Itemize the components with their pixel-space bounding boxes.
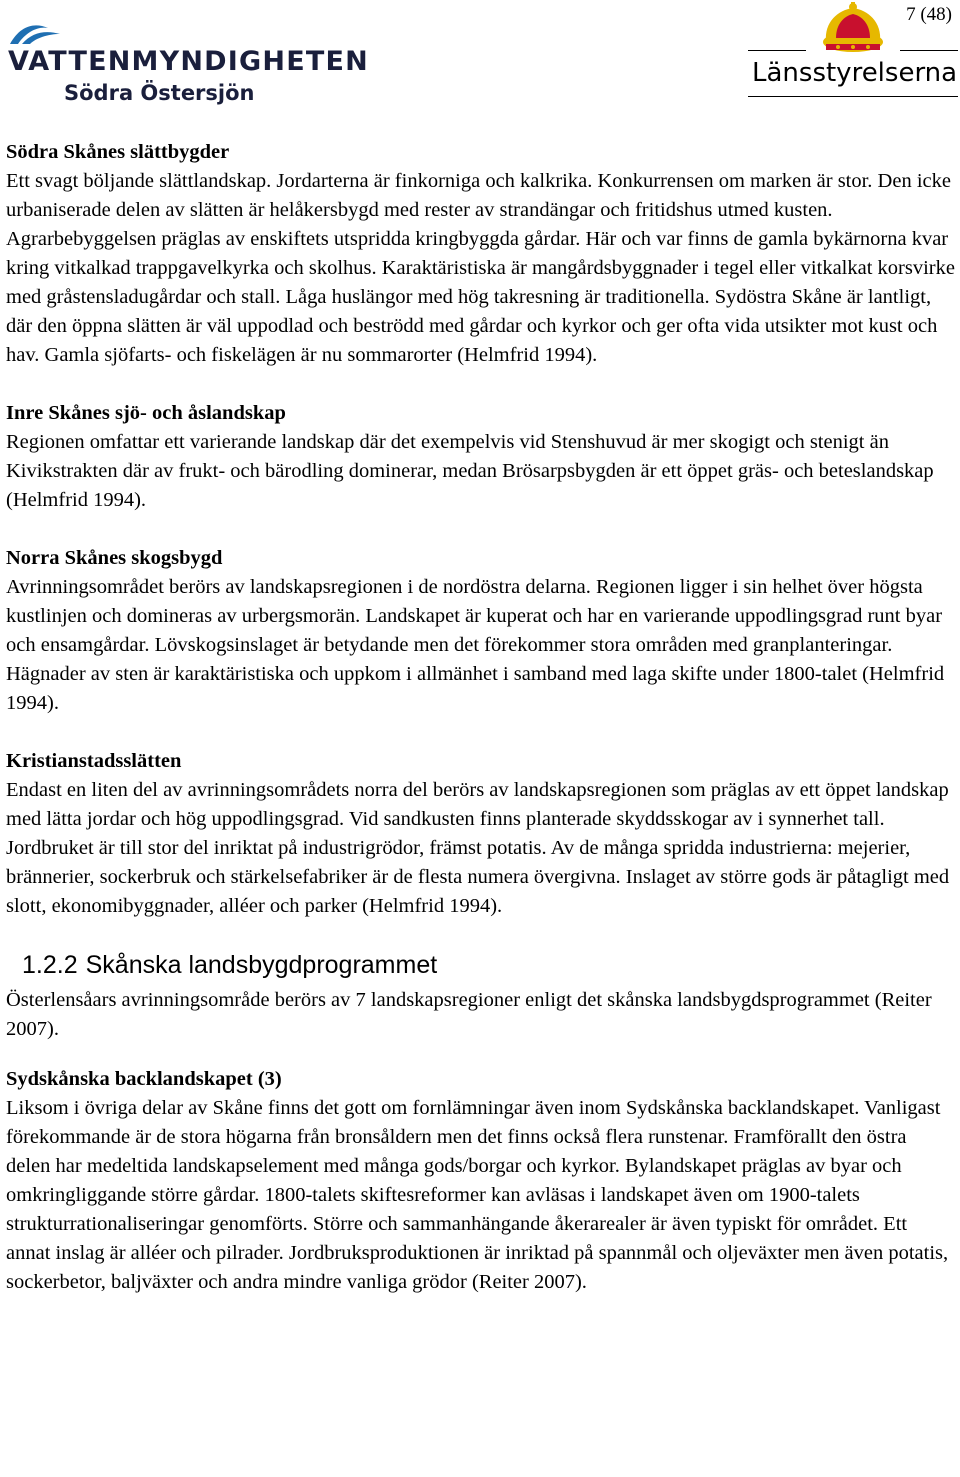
section-inre-skanes-sjo-och-aslandskap [6,399,956,515]
section-text: Avrinningsområdet berörs av landskapsregionen i de nordöstra delarna. Regionen ligger i sin helhet över högsta kustlinjen och domineras av urbergsmorän. Landskapet är kuperat och har en varierande uppodlingsgrad runt byar och ensamgårdar. Lövskogsinslaget är betydande men det förekommer stora områden med granplanteringar. Hägnader av sten är karaktäristiska och uppkom i allmänhet i samband med laga skifte under 1800-talet (Helmfrid 1994). [6,576,945,714]
section-text: Regionen omfattar ett varierande landskap där det exempelvis vid Stenshuvud är mer skogigt och stenigt än Kivikstrakten där av frukt- och bärodling dominerar, medan Brösarpsbygden är ett öppet gräs- och beteslandskap (Helmfrid 1994). [6,431,934,511]
section-heading: Södra Skånes slättbygder [6,141,230,163]
section-heading: Norra Skånes skogsbygd [6,547,223,569]
chapter-title: Skånska landsbygdprogrammet [85,951,438,979]
logo-title: VATTENMYNDIGHETEN [8,46,369,77]
chapter-heading [22,950,956,980]
section-heading: Inre Skånes sjö- och åslandskap [6,402,286,424]
section-sodra-skanes-slattbygder [6,138,956,370]
logo-rule-left [748,50,806,51]
chapter-number: 1.2.2 [22,951,78,979]
section-sydskanska-backlandskapet [6,1065,956,1297]
document-body [6,138,956,1297]
water-wave-icon [8,18,68,48]
section-heading: Sydskånska backlandskapet (3) [6,1068,282,1090]
logo-name: Länsstyrelserna [752,58,958,88]
chapter-intro [6,986,956,1044]
section-text: Ett svagt böljande slättlandskap. Jordarterna är finkorniga och kalkrika. Konkurrensen om marken är stor. Den icke urbaniserade delen av slätten är helåkersbygd med rester av strandängar och fritidshus utmed kusten. Agrarbebyggelsen präglas av enskiftets utspridda kringbyggda gårdar. Här och var finns de gamla bykärnorna kvar kring vitkalkad trappgavelkyrka och skolhus. Karaktäristiska är mangårdsbyggnader i tegel eller vitkalkat korsvirke med gråstensladugårdar och stall. Låga huslängor med hög takresning är traditionella. Sydöstra Skåne är lantligt, där den öppna slätten är väl uppodlad och beströdd med gårdar och kyrkor och ger ofta vida utsikter mot kust och hav. Gamla sjöfarts- och fiskelägen är nu sommarorter (Helmfrid 1994). [6,170,955,366]
crown-icon [818,2,888,57]
section-norra-skanes-skogsbygd [6,544,956,718]
section-kristianstadsslatten [6,747,956,921]
logo-rule-bottom [748,96,958,97]
lansstyrelserna-logo [748,0,960,100]
page-number: 7 (48) [906,4,952,25]
logo-rule-right [900,50,958,51]
section-text: Endast en liten del av avrinningsområdets norra del berörs av landskapsregionen som präglas av ett öppet landskap med lätta jordar och hög uppodlingsgrad. Vid sandkusten finns planterade skyddsskogar av i synnerhet tall. Jordbruket är till stor del inriktat på industrigrödor, främst potatis. Av de många spridda industrierna: mejerier, brännerier, sockerbruk och stärkelsefabriker är de flesta numera övergivna. Inslaget av större gods är påtagligt med slott, ekonomibyggnader, alléer och parker (Helmfrid 1994). [6,779,950,917]
chapter-intro-text: Österlensåars avrinningsområde berörs av 7 landskapsregioner enligt det skånska landsbygdsprogrammet (Reiter 2007). [6,989,932,1040]
section-heading: Kristianstadsslätten [6,750,182,772]
logo-subtitle: Södra Östersjön [64,81,255,105]
section-text: Liksom i övriga delar av Skåne finns det gott om fornlämningar även inom Sydskånska backlandskapet. Vanligast förekommande är de stora högarna från bronsåldern men det finns också flera runstenar. Framförallt den östra delen har medeltida landskapselement med många gods/borgar och kyrkor. Bylandskapet präglas av byar och omkringliggande större gårdar. 1800-talets skiftesreformer kan avläsas i landskapet även om 1900-talets strukturrationaliseringar genomförts. Större och sammanhängande åkerarealer är även typiskt för området. Ett annat inslag är alléer och pilrader. Jordbruksproduktionen är inriktad på spannmål och oljeväxter men även potatis, sockerbetor, baljväxter och andra mindre vanliga grödor (Reiter 2007). [6,1097,949,1293]
